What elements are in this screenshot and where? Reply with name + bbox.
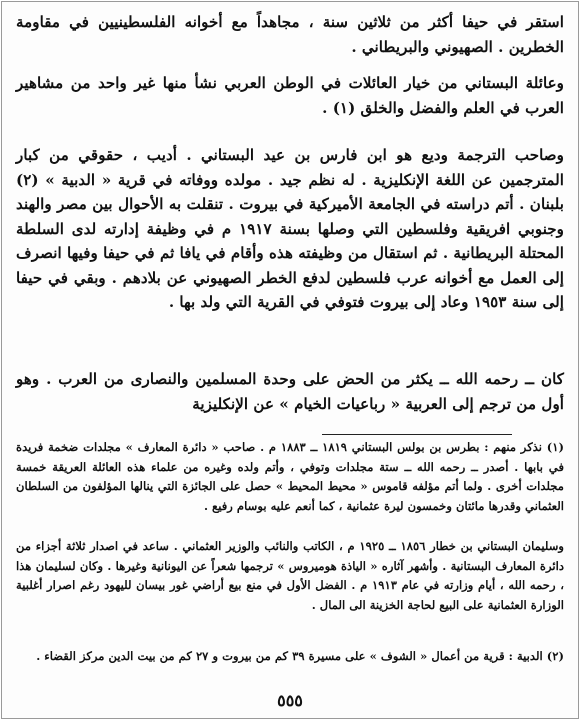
footnote-divider	[322, 434, 512, 435]
footnote	[16, 438, 564, 516]
body-paragraph	[16, 367, 564, 416]
page-number: ٥٥٥	[277, 691, 303, 710]
paragraph-text: كان ــ رحمه الله ــ يكثر من الحض على وحدة المسلمين والنصارى من العرب . وهو أول من ترجم إلى العربية « رباعيات الخيام » عن الإنكليزية	[16, 370, 564, 413]
footnote-text: وسليمان البستاني بن خطار ١٨٥٦ ــ ١٩٢٥ م ، الكاتب والنائب والوزير العثماني . ساعد في اصدار ثلاثة أجزاء من دائرة المعارف البستانية . وأشهر آثاره « الياذة هوميروس » ترجمها شعراً عن اليونانية وغيرها . وكان لسليمان هذا ، رحمه الله ، أيام وزارته في عام ١٩١٣ م . الفضل الأول في منع بيع أراضي غور بيسان لليهود رغم اصرار أغلبية الوزارة العثمانية على البيع لحاجة الخزينة الى المال .	[16, 539, 565, 612]
footnote-text: (١) نذكر منهم : بطرس بن بولس البستاني ١٨١٩ ــ ١٨٨٣ م . صاحب « دائرة المعارف » مجلدات ضخمة فريدة في بابها . أصدر ــ رحمه الله ــ ستة مجلدات وتوفي ، وأتم ولده وغيره من علماء هذه العائلة العريقة خمسة مجلدات أخرى . ولما أتم مؤلفه قاموس « محيط المحيط » حصل على الجائزة التي ينالها المؤلفون من السلطان العثماني وقدرها مائتان وخمسون ليرة عثمانية ، كما أنعم عليه بوسام رفيع .	[16, 440, 565, 513]
document-page	[1, 1, 579, 719]
body-paragraph	[16, 71, 564, 120]
paragraph-text: وصاحب الترجمة وديع هو ابن فارس بن عيد البستاني . أديب ، حقوقي من كبار المترجمين عن اللغة الإنكليزية . له نظم جيد . مولده ووفاته في قرية « الدبية » (٢) بلبنان . أتم دراسته في الجامعة الأميركية في بيروت . تنقلت به الأحوال بين مصر والهند وجنوبي افريقية وفلسطين التي وصلها بسنة ١٩١٧ م في وظيفة إدارته لدى السلطة المحتلة البريطانية . ثم استقال من وظيفته هذه وأقام في يافا ثم في حيفا وفيها انصرف إلى العمل مع أخوانه عرب فلسطين لدفع الخطر الصهيوني عن بلادهم . وبقي في حيفا إلى سنة ١٩٥٣ وعاد إلى بيروت فتوفي في القرية التي ولد بها .	[16, 146, 564, 311]
body-paragraph	[16, 10, 564, 59]
paragraph-text: استقر في حيفا أكثر من ثلاثين سنة ، مجاهداً مع أخوانه الفلسطينيين في مقاومة الخطرين . الصهيوني والبريطاني .	[16, 13, 564, 56]
paragraph-text: وعائلة البستاني من خيار العائلات في الوطن العربي نشأ منها غير واحد من مشاهير العرب في العلم والفضل والخلق (١) .	[16, 74, 564, 117]
footnote	[16, 537, 564, 615]
footnote-text: (٢) الدبية : قرية من أعمال « الشوف » على مسيرة ٣٩ كم من بيروت و ٢٧ كم من بيت الدين مركز القضاء .	[36, 649, 564, 663]
body-paragraph	[16, 143, 564, 315]
footnote	[16, 647, 564, 667]
